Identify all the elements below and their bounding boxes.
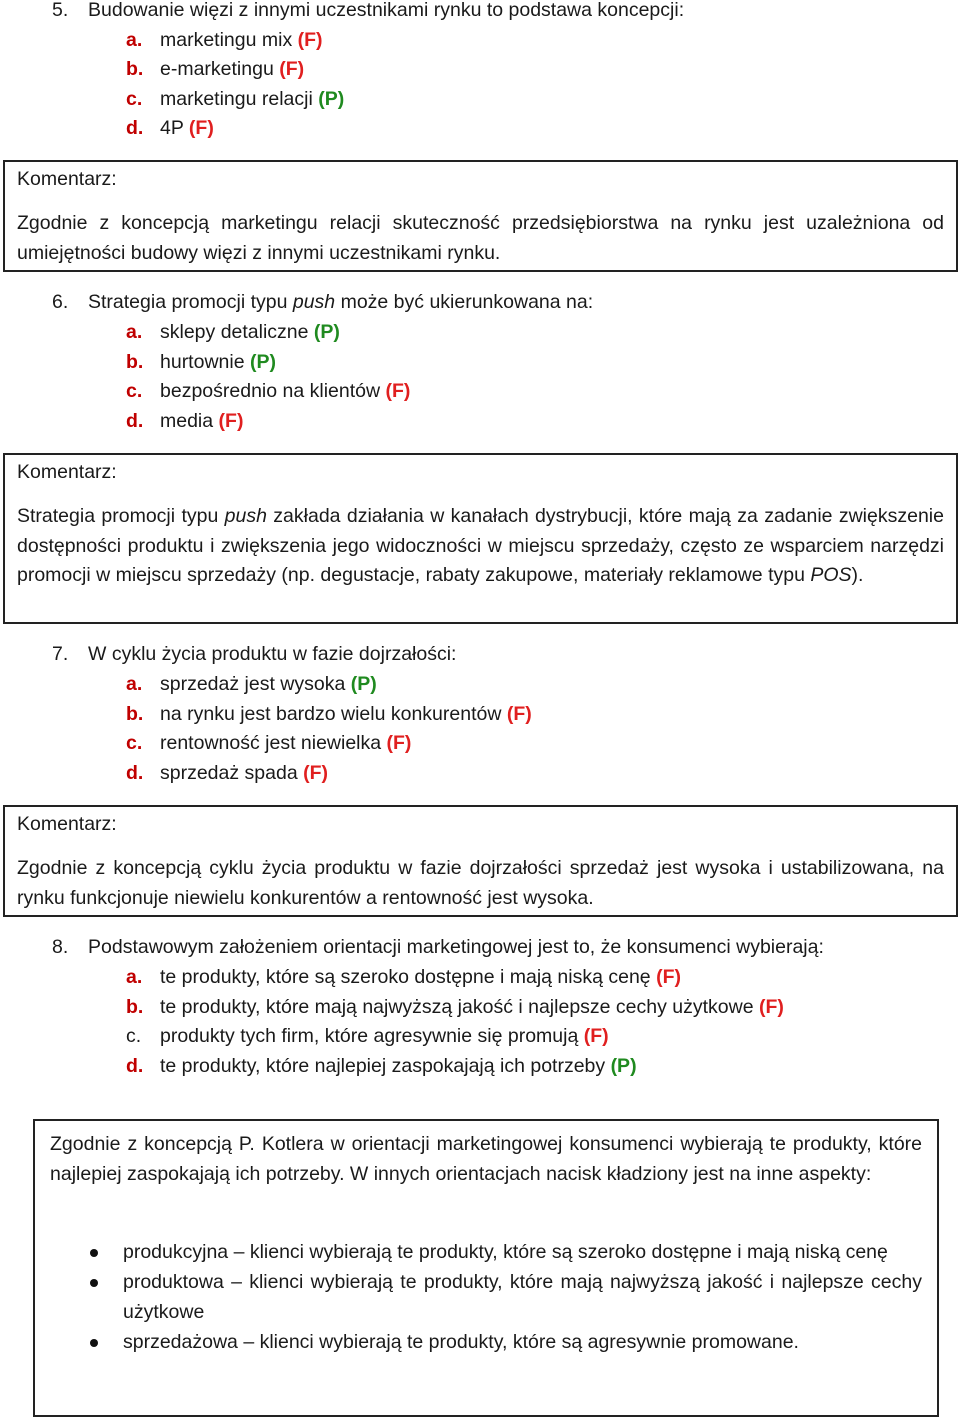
comment-text: Zgodnie z koncepcją cyklu życia produktu w fazie dojrzałości sprzedaż jest wysoka i ustabilizowana, na rynku funkcjonuje niewielu konkurentów a rentowność jest wysoka. (17, 857, 944, 909)
comment-text: Strategia promocji typu push zakłada działania w kanałach dystrybucji, które mają za zadanie zwiększenie dostępności produktu i zwiększenia jego widoczności w miejscu sprzedaży, często ze wsparciem narzędzi promocji w miejscu sprzedaży (np. degustacje, rabaty zakupowe, materiały reklamowe typu POS). (17, 505, 944, 587)
bullet-icon (90, 1339, 98, 1347)
option-6c: c. bezpośrednio na klientów (F) (126, 380, 411, 402)
option-8d: d. te produkty, które najlepiej zaspokajają ich potrzeby (P) (126, 1055, 637, 1077)
comment-box-6 (3, 453, 958, 624)
option-7d: d. sprzedaż spada (F) (126, 762, 328, 784)
option-7b: b. na rynku jest bardzo wielu konkurentów (F) (126, 703, 532, 725)
option-5b: b. e-marketingu (F) (126, 58, 305, 80)
option-8a: a. te produkty, które są szeroko dostępne i mają niską cenę (F) (126, 966, 681, 988)
question-text: W cyklu życia produktu w fazie dojrzałości: (88, 643, 457, 665)
option-6a: a. sklepy detaliczne (P) (126, 321, 340, 343)
option-5c: c. marketingu relacji (P) (126, 88, 345, 110)
question-number: 5. (52, 0, 69, 21)
question-number: 7. (52, 643, 69, 665)
comment-label: Komentarz: (17, 168, 117, 190)
list-item: sprzedażowa – klienci wybierają te produkty, które są agresywnie promowane. (50, 1327, 922, 1357)
question-text: Budowanie więzi z innymi uczestnikami rynku to podstawa koncepcji: (88, 0, 685, 21)
question-5 (52, 0, 684, 25)
list-item: produkcyjna – klienci wybierają te produkty, które są szeroko dostępne i mają niską cenę (50, 1237, 922, 1267)
list-item: produktowa – klienci wybierają te produkty, które mają najwyższą jakość i najlepsze cechy użytkowe (50, 1267, 922, 1327)
option-8c: c. produkty tych firm, które agresywnie się promują (F) (126, 1025, 609, 1047)
question-text: Podstawowym założeniem orientacji marketingowej jest to, że konsumenci wybierają: (88, 936, 824, 958)
question-number: 6. (52, 291, 69, 313)
bullet-icon (90, 1279, 98, 1287)
comment-label: Komentarz: (17, 461, 117, 483)
option-5d: d. 4P (F) (126, 117, 214, 139)
option-8b: b. te produkty, które mają najwyższą jakość i najlepsze cechy użytkowe (F) (126, 996, 784, 1018)
question-6: 6. Strategia promocji typu push może być ukierunkowana na: (52, 287, 593, 317)
comment-box-7 (3, 805, 958, 917)
question-number: 8. (52, 936, 69, 958)
orientation-list (50, 1237, 922, 1357)
bullet-icon (90, 1249, 98, 1257)
option-7a: a. sprzedaż jest wysoka (P) (126, 673, 377, 695)
comment-label: Komentarz: (17, 813, 117, 835)
comment-text: Zgodnie z koncepcją marketingu relacji skuteczność przedsiębiorstwa na rynku jest uzależniona od umiejętności budowy więzi z innymi uczestnikami rynku. (17, 212, 944, 264)
question-7 (52, 639, 456, 669)
comment-box-5 (3, 160, 958, 272)
option-7c: c. rentowność jest niewielka (F) (126, 732, 412, 754)
comment-box-8 (33, 1119, 939, 1417)
option-6b: b. hurtownie (P) (126, 351, 276, 373)
option-6d: d. media (F) (126, 410, 244, 432)
option-5a: a. marketingu mix (F) (126, 29, 323, 51)
comment-text: Zgodnie z koncepcją P. Kotlera w orientacji marketingowej konsumenci wybierają te produkty, które najlepiej zaspokajają ich potrzeby. W innych orientacjach nacisk kładziony jest na inne aspekty: (50, 1133, 922, 1185)
question-8 (52, 932, 824, 962)
